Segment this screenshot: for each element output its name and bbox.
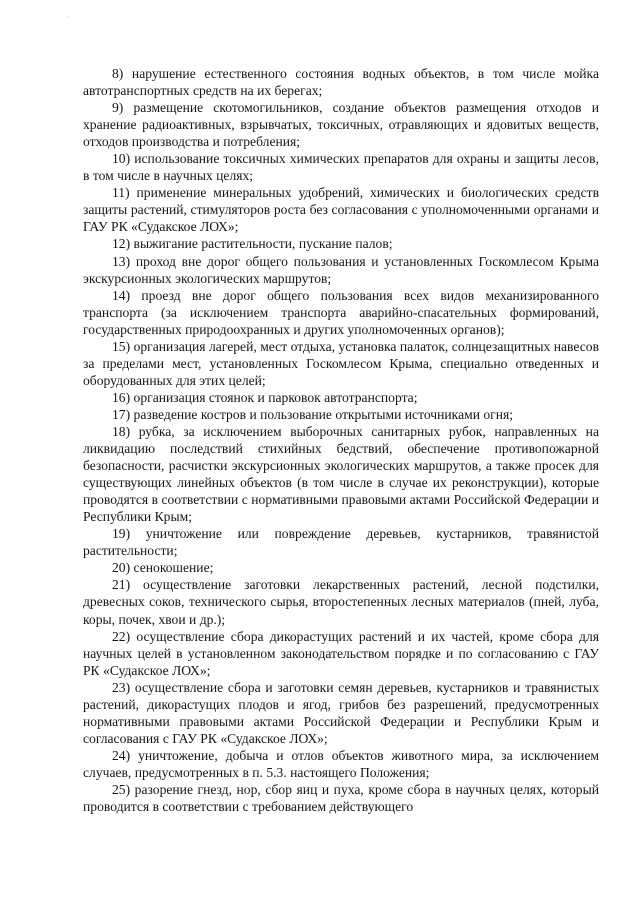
list-item: 19) уничтожение или повреждение деревьев, кустарников, травянистой растительности; [83,526,599,559]
list-item: 25) разорение гнезд, нор, сбор яиц и пуха, кроме сбора в научных целях, который проводится в соответствии с требованием действующего [83,781,599,815]
list-item: 24) уничтожение, добыча и отлов объектов животного мира, за исключением случаев, предусмотренных в п. 5.3. настоящего Положения; [83,747,599,780]
list-item: 22) осуществление сбора дикорастущих растений и их частей, кроме сбора для научных целей в установленном законодательством порядке и по согласованию с ГАУ РК «Судакское ЛОХ»; [83,628,599,678]
page-mark: ' [68,14,70,23]
list-item: 9) размещение скотомогильников, создание объектов размещения отходов и хранение радиоактивных, взрывчатых, токсичных, отравляющих и ядовитых веществ, отходов производства и потребления; [83,100,599,150]
document-body [83,65,599,815]
list-item: 18) рубка, за исключением выборочных санитарных рубок, направленных на ликвидацию последствий стихийных бедствий, обеспечение противопожарной безопасности, расчистки экскурсионных экологических маршрутов, а также просек для существующих линейных объектов (в том числе в случае их реконструкции), которые проводятся в соответствии с нормативными правовыми актами Российской Федерации и Республики Крым; [83,423,599,525]
list-item: 14) проезд вне дорог общего пользования всех видов механизированного транспорта (за исключением транспорта аварийно-спасательных формирований, государственных природоохранных и других уполномоченных органов); [83,287,599,337]
list-item: 15) организация лагерей, мест отдыха, установка палаток, солнцезащитных навесов за пределами мест, установленных Госкомлесом Крыма, специально отведенных и оборудованных для этих целей; [83,338,599,388]
list-item: 17) разведение костров и пользование открытыми источниками огня; [112,406,514,422]
list-item: 10) использование токсичных химических препаратов для охраны и защиты лесов, в том числе в научных целях; [83,151,599,184]
list-item: 20) сенокошение; [112,560,214,576]
list-item: 11) применение минеральных удобрений, химических и биологических средств защиты растений, стимуляторов роста без согласования с уполномоченными органами и ГАУ РК «Судакское ЛОХ»; [83,185,599,235]
list-item: 13) проход вне дорог общего пользования и установленных Госкомлесом Крыма экскурсионных экологических маршрутов; [83,253,599,286]
list-item: 21) осуществление заготовки лекарственных растений, лесной подстилки, древесных соков, технического сырья, второстепенных лесных материалов (пней, луба, коры, почек, хвои и др.); [83,577,599,627]
list-item: 23) осуществление сбора и заготовки семян деревьев, кустарников и травянистых растений, дикорастущих плодов и ягод, грибов без разрешений, предусмотренных нормативными правовыми актами Российской Федерации и Республики Крым и согласования с ГАУ РК «Судакское ЛОХ»; [83,679,599,746]
list-item: 16) организация стоянок и парковок автотранспорта; [112,389,418,405]
list-item: 12) выжигание растительности, пускание палов; [112,236,393,252]
list-item: 8) нарушение естественного состояния водных объектов, в том числе мойка автотранспортных средств на их берегах; [83,66,599,99]
